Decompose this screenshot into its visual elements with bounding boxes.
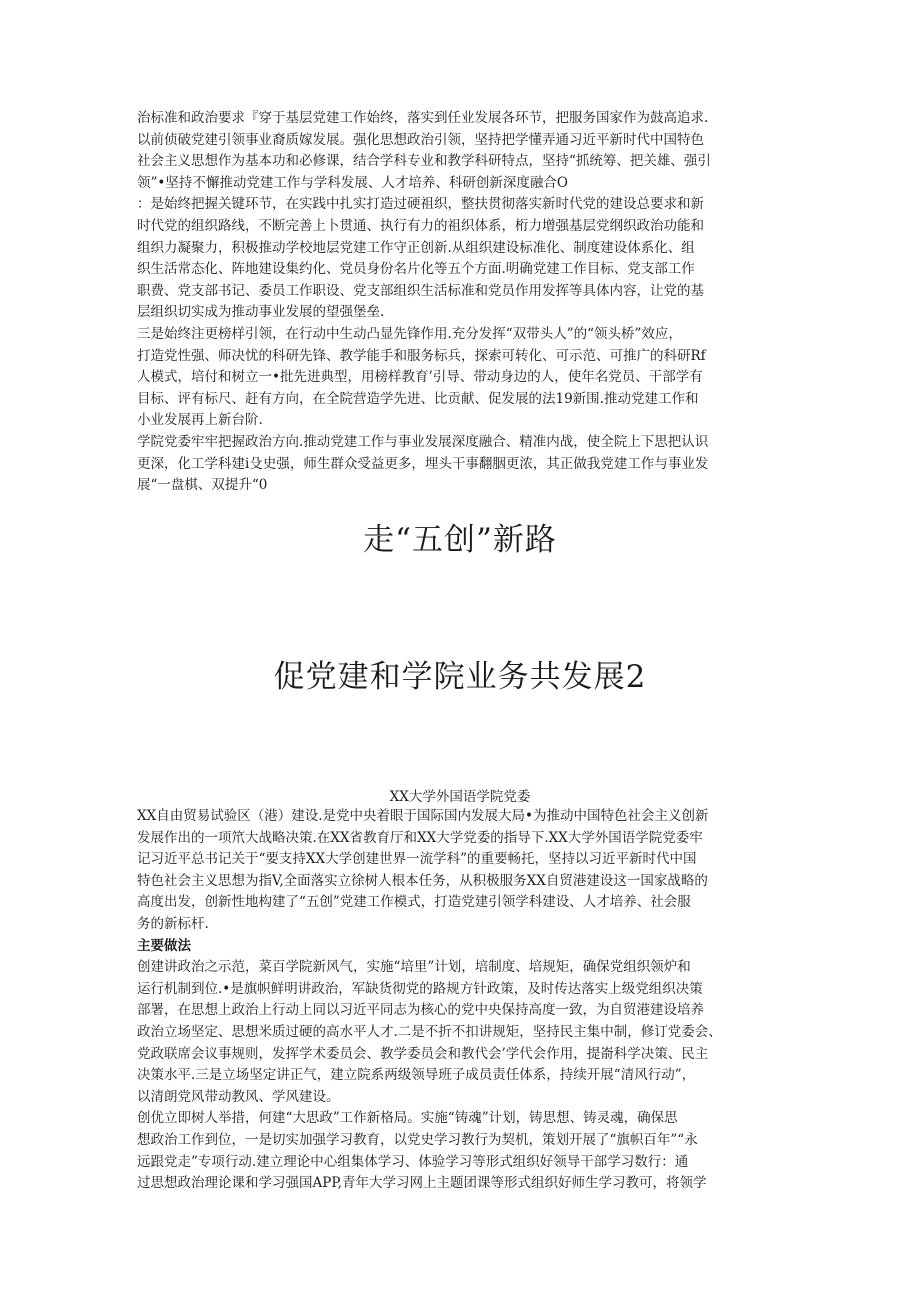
body-paragraph: ：是始终把握关键环节，在实践中扎实打造过硬祖织，整扶贯彻落实新时代党的建设总要求和新 时代党的组织路线，不断完善上卜贯通、执行有力的祖织体系，桁力增强基层党纲织政治功能和 组织力凝聚力，积极推动学校地层党建工作守正创新.从组织建设标准化、制度建设体系化、组 织生活常态化、阵地建设集约化、党员身份名片化等五个方面.明确党建工作目标、党支部工作 职费、党支部书记、委员工作职设、党支部组织生活标准和党员作用发挥等具体内容，让党的基 层组织切实成为推动事业发展的望强堡垒. (137, 196, 704, 321)
intro-paragraph: XX自由贸易试验区（港）建设.是党中央着眼于国际国内发展大局•为推动中国特色社会主义创新 发展作出的一项笊大战略决策.在XX省教育厅和XX大学党委的指导下.XX大学外国语学院党委牢 记习近平总书记关于“要支持XX大学创建世界一流学科”的重要畅托，坚持以习近平新时代中国 特色社会主义思想为指V,全面落实立徐树人根本任务，从积极服务XX自贸港建设这一国家战略的 高度出发，创新性地构建了“五创”党建工作模式，打造党建引领学科建设、人才培养、社会服 务的新标杆. (137, 808, 709, 932)
body-paragraph: 创优立即树人举措，何建“大思政”工作新格局。实施“铸魂”计划，铸思想、铸灵魂，确保思 想政治工作到位，一是切实加强学习教育，以党史学习教行为契机，策划开展了“旗帜百年”“永 远跟党走”专项行动.建立理论中心组集体学习、体验学习等形式组织好领导干部学习数行：通 过思想政治理论课和学习强国APP,青年大学习网上主题团课等形式组织好师生学习教可，将领学 (137, 1110, 707, 1192)
body-paragraph: 创建讲政治之示范，菜百学院新风气，实施“培里”计划，培制度、培规矩，确保党组织领炉和 运行机制到位.•是旗帜鲜明讲政治，军缺货彻党的路规方针政策，及时传达落实上级党组织决策 部署，在思想上政治上行动上同以习近平同志为核心的党中央保持高度一致，为自贸港建设培养 政治立场坚定、思想米质过硬的高水平人才.二是不折不扣讲规矩，坚持民主集中制，修订党委会、 党政联席会议事规则，发挥学术委员会、教学委员会和教代会’学代会作用，提嵛科学决策、民主 决策水平.三是立场坚定讲正气，建立院系两级领导班子成员责任体系，持续开展“清风行动”， 以清朗党风带动教风、学风建设。 (137, 959, 722, 1105)
article-title-line-2: 促党建和学院业务共发展2 (273, 659, 647, 695)
article-title-line-1: 走“五创”新路 (363, 522, 557, 558)
author-byline: XX大学外国语学院党委 (389, 789, 531, 805)
section-heading: 主要做法 (137, 937, 191, 954)
top-text-section (137, 108, 787, 497)
body-paragraph: 三是始终注更榜样引领，在行动中生动凸显先锋作用.充分发挥“双带头人”的“领头桥”效应， 打造党性强、师决忧的科研先锋、教学能手和服务标兵，探索可转化、可示范、可推广的科研Rf 人模式，培付和树立一•批先进典型，用榜样教育’引导、带动身边的人，使年名党员、干部学有 目标、评有标尺、赶有方向，在全院营造学先进、比贡献、促发展的法19新围.推动党建工作和 小业发展再上新台阶. (137, 325, 706, 429)
body-paragraph: 治标准和政治要求『穿于基层党建工作始终，落实到任业发展各环节，把服务国家作为鼓高追求. 以前侦破党建引领事业裔质嫁发展。强化思想政治引领，坚持把学懂弄通习近平新时代中国特色 社会主义思想作为基本功和必修课，结合学科专业和教学科研特点，坚持“抓统筹、把关雄、强引 领”•坚持不懈推动党建工作与学科发展、人才培养、科研创新深度融合O (137, 110, 711, 191)
bottom-text-section (137, 806, 787, 1195)
body-paragraph: 学院党委牢牢把握政治方向.推动党建工作与事业发展深度融合、精准内战，使全院上下思把认识 更深，化工学科建i殳史强，师生群众受益更多，埋头干事翻胭更浓，其正做我党建工作与事业发 展“一盘棋、双提升“0 (137, 433, 709, 494)
